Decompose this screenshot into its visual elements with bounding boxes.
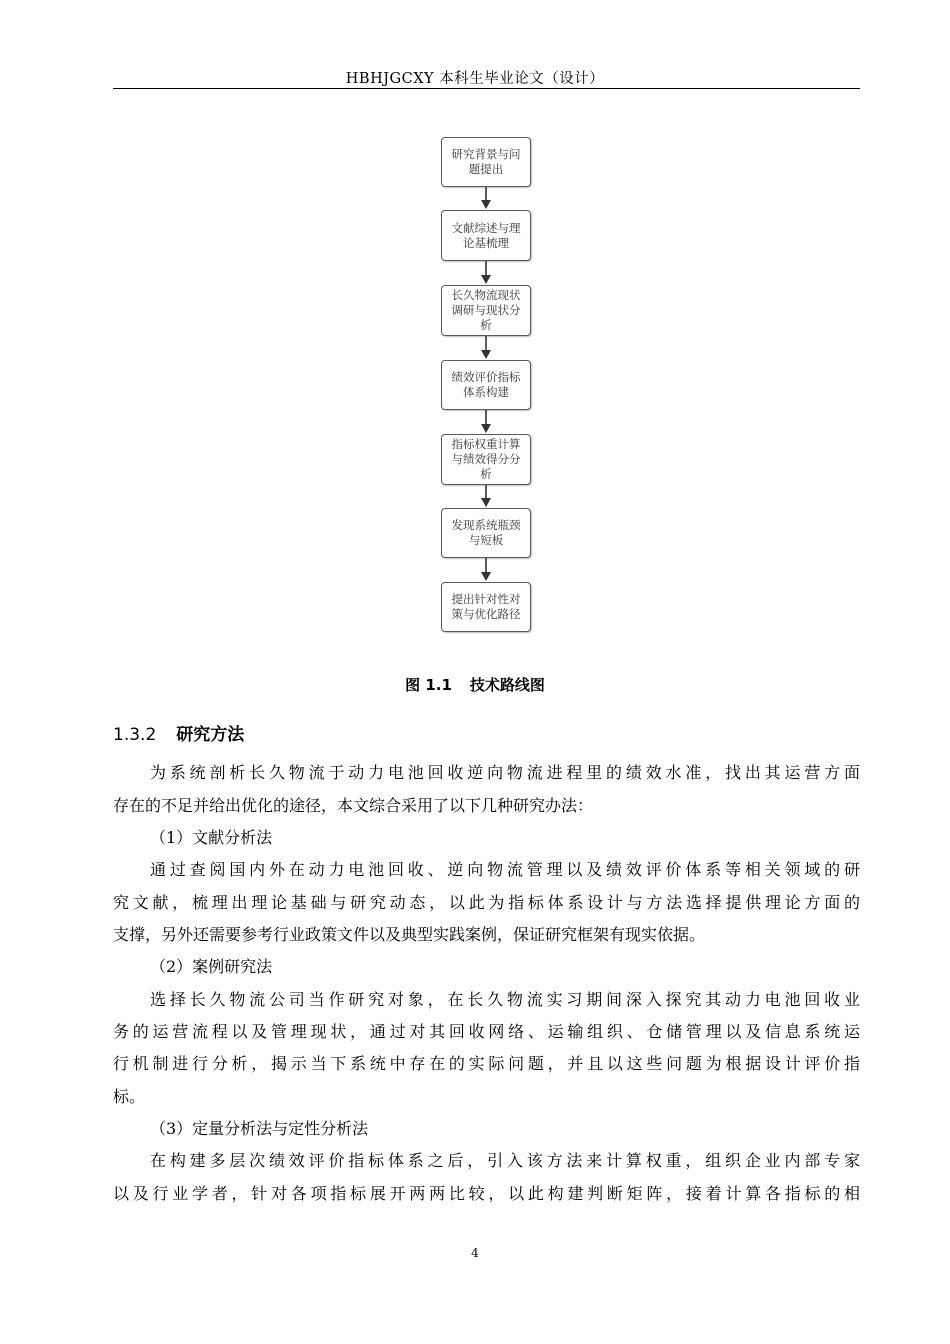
flow-arrow-2 — [478, 261, 494, 285]
paragraph-line: 为系统剖析长久物流于动力电池回收逆向物流进程里的绩效水准，找出其运营方面 — [150, 763, 860, 782]
flow-arrow-1 — [478, 187, 494, 210]
flow-arrow-3 — [478, 336, 494, 360]
paragraph-line: 支撑，另外还需要参考行业政策文件以及典型实践案例，保证研究框架有现实依据。 — [113, 925, 706, 944]
paragraph-line: 行机制进行分析，揭示当下系统中存在的实际问题，并且以这些问题为根据设计评价指 — [113, 1054, 860, 1073]
header-rule — [113, 88, 860, 89]
section-heading — [113, 720, 244, 745]
paragraph-line: 标。 — [113, 1087, 146, 1106]
subheading-line: （2）案例研究法 — [150, 957, 273, 976]
paragraph-line: 选择长久物流公司当作研究对象，在长久物流实习期间深入探究其动力电池回收业 — [150, 990, 860, 1009]
section-title: 研究方法 — [176, 725, 245, 745]
flow-step-7: 提出针对性对策与优化路径 — [441, 582, 531, 632]
section-number: 1.3.2 — [113, 725, 157, 745]
subheading-line: （3）定量分析法与定性分析法 — [150, 1119, 369, 1138]
flow-arrow-6 — [478, 558, 494, 582]
flow-step-2: 文献综述与理论基梳理 — [441, 210, 531, 261]
paragraph-line: 以及行业学者，针对各项指标展开两两比较，以此构建判断矩阵，接着计算各指标的相 — [113, 1184, 860, 1203]
flow-step-3: 长久物流现状调研与现状分析 — [441, 285, 531, 336]
flow-arrow-5 — [478, 485, 494, 508]
subheading-line: （1）文献分析法 — [150, 828, 273, 847]
flow-step-6: 发现系统瓶颈与短板 — [441, 508, 531, 558]
paragraph-line: 究文献，梳理出理论基础与研究动态，以此为指标体系设计与方法选择提供理论方面的 — [113, 893, 860, 912]
paragraph-line: 通过查阅国内外在动力电池回收、逆向物流管理以及绩效评价体系等相关领域的研 — [150, 860, 860, 879]
figure-number: 图 1.1 — [405, 676, 452, 694]
flow-step-4: 绩效评价指标体系构建 — [441, 360, 531, 410]
header-title: HBHJGCXY 本科生毕业论文（设计） — [345, 71, 605, 87]
page-number: 4 — [471, 1246, 479, 1260]
flow-step-5: 指标权重计算与绩效得分分析 — [441, 434, 531, 485]
flow-arrow-4 — [478, 410, 494, 434]
paragraph-line: 务的运营流程以及管理现状，通过对其回收网络、运输组织、仓储管理以及信息系统运 — [113, 1022, 860, 1041]
flow-step-1: 研究背景与问题提出 — [441, 137, 531, 187]
paragraph-line: 在构建多层次绩效评价指标体系之后，引入该方法来计算权重，组织企业内部专家 — [150, 1151, 860, 1170]
figure-title: 技术路线图 — [469, 676, 545, 694]
paragraph-line: 存在的不足并给出优化的途径，本文综合采用了以下几种研究办法： — [113, 796, 594, 815]
figure-caption — [0, 674, 950, 695]
